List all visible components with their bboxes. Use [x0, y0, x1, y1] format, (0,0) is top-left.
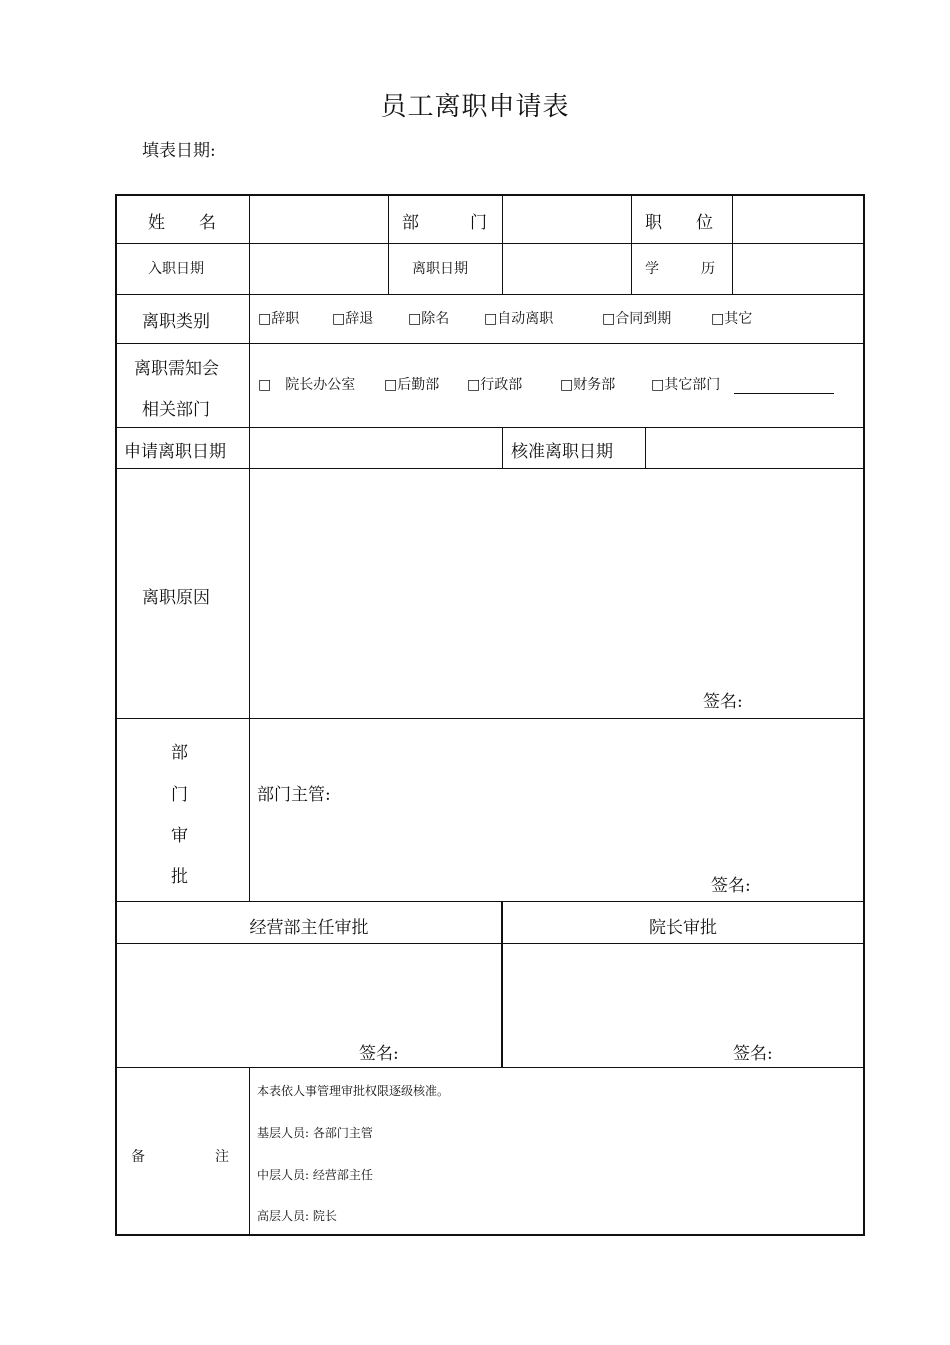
option-expelled[interactable]: □除名 [408, 311, 450, 327]
fill-date-label: 填表日期: [142, 141, 216, 161]
position-label: 职 位 [645, 213, 713, 233]
dean-approval-label: 院长审批 [649, 918, 717, 938]
director-signature: 签名: [359, 1044, 399, 1064]
department-field[interactable] [504, 196, 630, 242]
option-other[interactable]: □其它 [711, 311, 753, 327]
dean-approval-field[interactable] [504, 945, 862, 1035]
education-field[interactable] [734, 245, 862, 293]
option-self-leave[interactable]: □自动离职 [484, 311, 554, 327]
leave-type-label: 离职类别 [142, 312, 210, 332]
dept-approval-char-2: 门 [171, 785, 188, 805]
hire-date-label: 入职日期 [148, 261, 204, 277]
notify-label-line2: 相关部门 [142, 400, 210, 420]
leave-date-field[interactable] [504, 245, 630, 293]
apply-date-label: 申请离职日期 [124, 442, 226, 462]
dean-signature: 签名: [733, 1044, 773, 1064]
director-approval-field[interactable] [117, 945, 500, 1035]
option-contract-end[interactable]: □合同到期 [602, 311, 672, 327]
apply-date-field[interactable] [251, 429, 501, 467]
option-admin[interactable]: □行政部 [467, 377, 523, 393]
department-label: 部 门 [402, 213, 487, 233]
page-title: 员工离职申请表 [380, 92, 570, 122]
option-dean-office[interactable]: □ 院长办公室 [258, 377, 356, 393]
leave-date-label: 离职日期 [412, 261, 468, 277]
dept-supervisor-label: 部门主管: [257, 785, 331, 805]
director-approval-label: 经营部主任审批 [249, 918, 369, 938]
name-label: 姓 名 [148, 213, 216, 233]
dept-approval-field[interactable] [251, 805, 862, 865]
notify-label-line1: 离职需知会 [134, 359, 219, 379]
hire-date-field[interactable] [251, 245, 387, 293]
dept-approval-char-4: 批 [171, 867, 188, 887]
reason-signature: 签名: [703, 692, 743, 712]
approved-date-label: 核准离职日期 [511, 442, 613, 462]
reason-label: 离职原因 [142, 588, 210, 608]
dept-approval-char-1: 部 [171, 743, 188, 763]
option-resign[interactable]: □辞职 [258, 311, 300, 327]
other-dept-blank[interactable] [734, 393, 834, 394]
reason-field[interactable] [251, 470, 862, 670]
remarks-label: 备 注 [131, 1149, 229, 1165]
dept-approval-signature: 签名: [711, 876, 751, 896]
position-field[interactable] [734, 196, 862, 242]
remarks-line-1: 本表依人事管理审批权限逐级核准。 [257, 1084, 450, 1098]
dept-approval-char-3: 审 [171, 826, 188, 846]
remarks-line-4: 高层人员: 院长 [257, 1209, 337, 1223]
option-dismissed[interactable]: □辞退 [332, 311, 374, 327]
option-finance[interactable]: □财务部 [560, 377, 616, 393]
remarks-line-3: 中层人员: 经营部主任 [257, 1168, 373, 1182]
option-logistics[interactable]: □后勤部 [384, 377, 440, 393]
remarks-line-2: 基层人员: 各部门主管 [257, 1126, 373, 1140]
approved-date-field[interactable] [647, 429, 862, 467]
education-label: 学 历 [645, 261, 715, 277]
option-other-dept[interactable]: □其它部门 [651, 377, 721, 393]
name-field[interactable] [251, 196, 387, 242]
